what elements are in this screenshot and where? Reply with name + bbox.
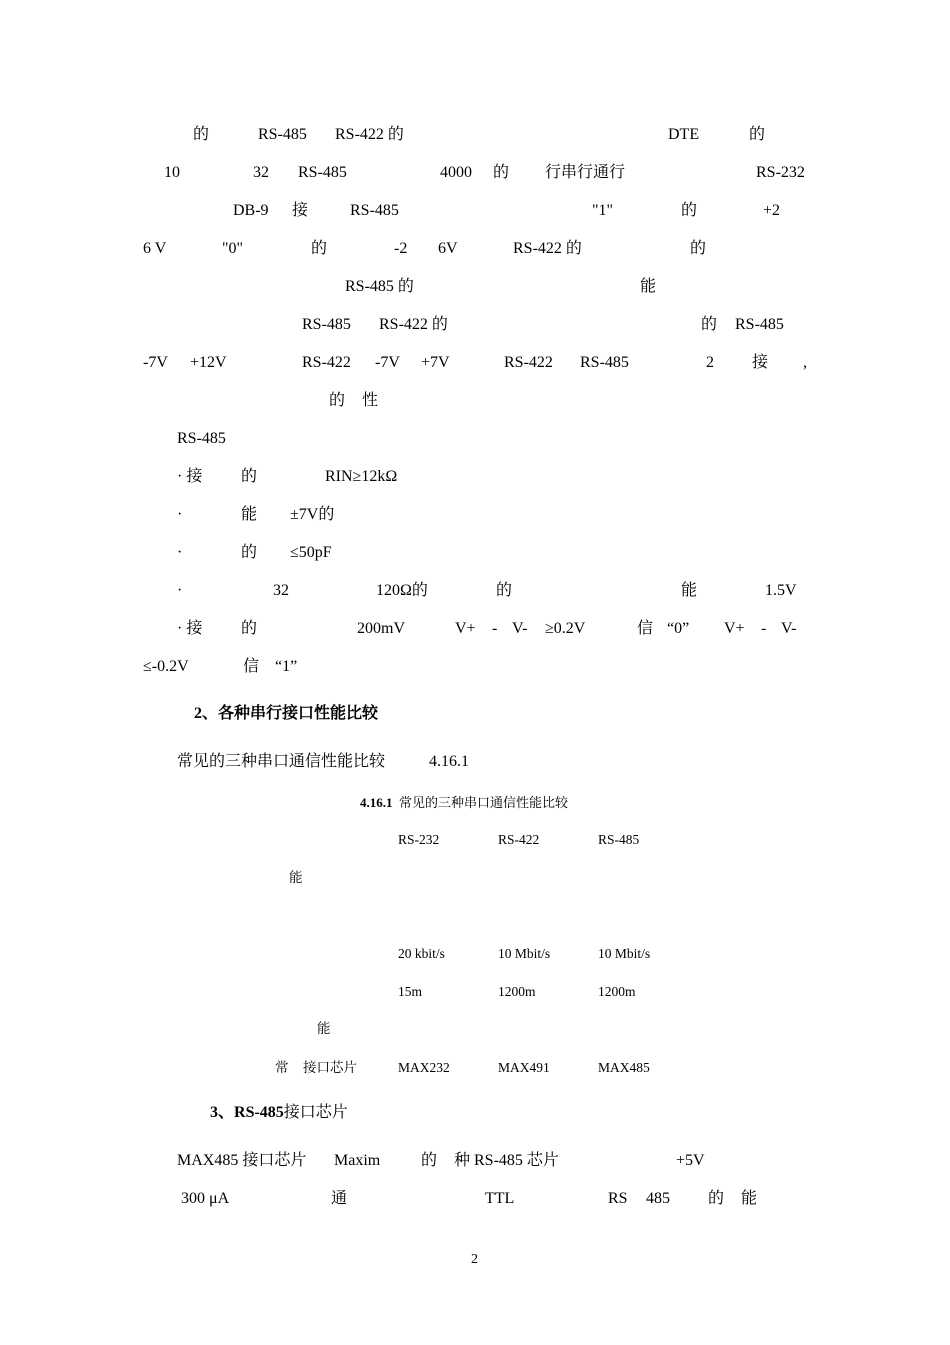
text-fragment: -7V (375, 354, 400, 371)
text-fragment: 的 (701, 316, 718, 333)
table-header: RS-232 (398, 832, 440, 847)
text-fragment: 的 (241, 468, 258, 485)
page-number: 2 (471, 1252, 478, 1267)
bullet-item: · 接 (177, 468, 203, 485)
text-fragment: 120Ω的 (376, 582, 428, 599)
text-fragment: 性 (362, 392, 379, 409)
text-fragment: "1" (592, 202, 614, 219)
text-fragment: 的 (241, 620, 258, 637)
text-fragment: 10 (164, 164, 180, 181)
text-fragment: 4000 (440, 164, 472, 181)
text-fragment: 32 (253, 164, 269, 181)
text-fragment: RS (608, 1190, 628, 1207)
text-fragment: - (492, 620, 498, 637)
table-cell: 10 Mbit/s (598, 946, 651, 961)
text-fragment: ≤50pF (290, 544, 332, 561)
table-caption (360, 793, 568, 813)
text-fragment: 行串行通行 (545, 164, 626, 181)
text-fragment: 1.5V (765, 582, 797, 599)
text-fragment: RS-232 (756, 164, 805, 181)
text-fragment: 能 (741, 1190, 758, 1207)
text-fragment: V+ (724, 620, 745, 637)
table-cell: 10 Mbit/s (498, 946, 551, 961)
text-fragment: 485 (646, 1190, 670, 1207)
text-fragment: 能 (640, 278, 657, 295)
text-fragment: MAX485 接口芯片 (177, 1152, 307, 1169)
text-fragment: DB-9 (233, 202, 269, 219)
text-fragment: 种 RS-485 芯片 (454, 1152, 559, 1169)
text-fragment: 的 (708, 1190, 725, 1207)
text-fragment: 接 (292, 202, 309, 219)
text-fragment: 300 μA (181, 1190, 230, 1207)
text-fragment: TTL (485, 1190, 515, 1207)
text-fragment: RS-485 (298, 164, 347, 181)
text-fragment: Maxim (334, 1152, 381, 1169)
table-row-label: 能 (289, 870, 303, 885)
text-fragment: RS-422 的 (379, 316, 448, 333)
text-fragment: 的 (493, 164, 510, 181)
table-cell: 1200m (498, 984, 536, 999)
text-fragment: V- (512, 620, 528, 637)
text-fragment: RS-422 (504, 354, 553, 371)
text-fragment: 通 (331, 1190, 348, 1207)
text-fragment: 的 (311, 240, 328, 257)
bullet-item: · (177, 506, 183, 523)
text-fragment: +5V (676, 1152, 705, 1169)
bullet-item: · (177, 544, 183, 561)
bullet-item: · 接 (177, 620, 203, 637)
text-fragment: RS-485 (177, 430, 226, 447)
text-fragment: +12V (190, 354, 227, 371)
text-fragment: 2 (706, 354, 714, 371)
text-fragment: 200mV (357, 620, 405, 637)
text-fragment: 6 V (143, 240, 167, 257)
text-fragment: -2 (394, 240, 408, 257)
text-fragment: 的 (690, 240, 707, 257)
table-cell: MAX232 (398, 1060, 450, 1075)
text-fragment: +7V (421, 354, 450, 371)
table-header: RS-422 (498, 832, 540, 847)
text-fragment: 的 (329, 392, 346, 409)
text-fragment: RIN≥12kΩ (325, 468, 398, 485)
text-fragment: 能 (241, 506, 258, 523)
text-fragment: - (761, 620, 767, 637)
table-reference: 4.16.1 (429, 753, 469, 770)
text-fragment: 32 (273, 582, 289, 599)
section-title-rest: 接口芯片 (283, 1104, 348, 1121)
table-cell: MAX485 (598, 1060, 650, 1075)
table-row-label: 能 (317, 1021, 331, 1036)
text-fragment: -7V (143, 354, 168, 371)
text-fragment: , (803, 354, 807, 371)
text-fragment: V+ (455, 620, 476, 637)
section-title-bold: RS-485 (234, 1104, 284, 1121)
text-fragment: ≤-0.2V (143, 658, 189, 675)
text-fragment: 接 (752, 354, 769, 371)
text-fragment: “1” (275, 658, 298, 675)
text-fragment: DTE (668, 126, 700, 143)
text-fragment: RS-485 (302, 316, 351, 333)
section-heading (210, 1103, 348, 1123)
table-cell: 1200m (598, 984, 636, 999)
text-fragment: RS-485 (258, 126, 307, 143)
text-fragment: 的 (681, 202, 698, 219)
section-heading: 2、各种串行接口性能比较 (194, 705, 379, 722)
table-row-label: 接口芯片 (303, 1060, 357, 1075)
text-fragment: "0" (222, 240, 244, 257)
text-fragment: ≥0.2V (545, 620, 586, 637)
text-fragment: 常见的三种串口通信性能比较 (177, 753, 386, 770)
text-fragment: +2 (763, 202, 781, 219)
table-row-label: 常 (275, 1060, 289, 1075)
text-fragment: 能 (681, 582, 698, 599)
text-fragment: ±7V的 (290, 506, 335, 523)
text-fragment: 6V (438, 240, 458, 257)
text-fragment: 的 (241, 544, 258, 561)
text-fragment: 信 (243, 658, 260, 675)
text-fragment: “0” (667, 620, 690, 637)
text-fragment: RS-422 的 (513, 240, 582, 257)
table-cell: 20 kbit/s (398, 946, 445, 961)
table-cell: 15m (398, 984, 423, 999)
text-fragment: 的 (421, 1152, 438, 1169)
table-cell: MAX491 (498, 1060, 550, 1075)
section-number: 3、 (210, 1104, 235, 1121)
text-fragment: RS-485 (350, 202, 399, 219)
text-fragment: 的 (496, 582, 513, 599)
text-fragment: 的 (749, 126, 766, 143)
text-fragment: RS-485 (580, 354, 629, 371)
bullet-item: · (177, 582, 183, 599)
text-fragment: RS-485 的 (345, 278, 414, 295)
text-fragment: V- (781, 620, 797, 637)
table-caption-text: 常见的三种串口通信性能比较 (399, 795, 569, 810)
text-fragment: 的 (193, 126, 210, 143)
text-fragment: RS-422 (302, 354, 351, 371)
table-caption-number: 4.16.1 (360, 795, 393, 810)
text-fragment: RS-422 的 (335, 126, 404, 143)
text-fragment: RS-485 (735, 316, 784, 333)
table-header: RS-485 (598, 832, 640, 847)
text-fragment: 信 (637, 620, 654, 637)
